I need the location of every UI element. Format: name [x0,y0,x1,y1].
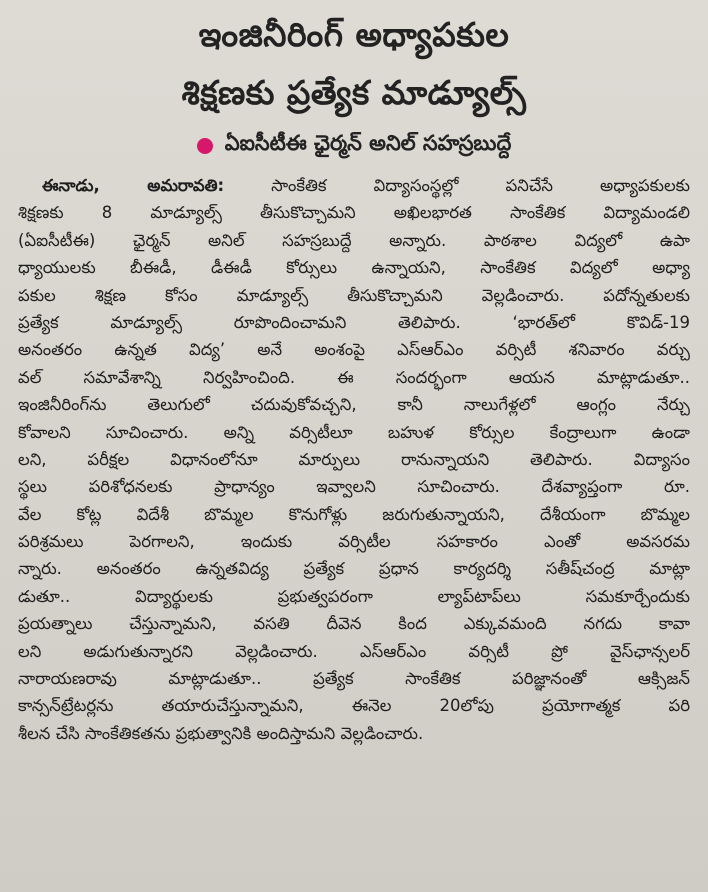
article-line: కోవాలని సూచించారు. అన్ని వర్సిటీలూ బహుళ కోర్సుల కేంద్రాలుగా ఉండా [18,422,690,442]
article-line: శిక్షణకు 8 మాడ్యూల్స్ తీసుకొచ్చామని అఖిలభారత సాంకేతిక విద్యామండలి [18,203,690,223]
headline-line-2: శిక్షణకు ప్రత్యేక మాడ్యూల్స్ [181,73,527,112]
article-line: ప్రయత్నాలు చేస్తున్నామని, వసతి దీవెన కింద ఎక్కువమంది నగదు కావా [18,614,690,634]
article-line: లని, పరీక్షల విధానంలోనూ మార్పులు రానున్నాయని తెలిపారు. విద్యాసం [18,449,690,469]
article-line: లని అడుగుతున్నారని వెల్లడించారు. ఎస్ఆర్ఎం వర్సిటీ ప్రో వైస్‌ఛాన్సలర్ [18,641,690,661]
article-line: శీలన చేసి సాంకేతికతను ప్రభుత్వానికి అందిస్తామని వెల్లడించారు. [18,723,424,743]
article-line: (ఏఐసీటీఈ) ఛైర్మన్ అనిల్ సహస్రబుద్దే అన్నారు. పాఠశాల విద్యలో ఉపా [18,230,690,250]
article-line: డుతూ.. విద్యార్థులకు ప్రభుత్వపరంగా ల్యాప్‌టాప్‌లు సమకూర్చేందుకు [18,586,690,606]
article-line: వల్ సమావేశాన్ని నిర్వహించింది. ఈ సందర్భంగా ఆయన మాట్లాడుతూ.. [18,367,690,387]
subheadline-text: ఏఐసీటీఈ ఛైర్మన్ అనిల్ సహస్రబుద్దే [224,131,512,155]
headline [18,6,690,122]
article-line: పరిశ్రమలు పెరగాలని, ఇందుకు వర్సిటీల సహకారం ఎంతో అవసరమ [18,532,690,552]
article-line: పకుల శిక్షణ కోసం మాడ్యూల్స్ తీసుకొచ్చామని వెల్లడించారు. పదోన్నతులకు [18,285,690,305]
article-line: న్నారు. అనంతరం ఉన్నతవిద్య ప్రత్యేక ప్రధాన కార్యదర్శి సతీష్‌చంద్ర మాట్లా [18,559,690,579]
article-line-text: సాంకేతిక విద్యాసంస్థల్లో పనిచేసే అధ్యాపకులకు [271,176,690,195]
subheadline [18,126,690,166]
article-line: ఇంజినీరింగ్‌ను తెలుగులో చదువుకోవచ్చని, కానీ నాలుగేళ్లలో ఆంగ్లం నేర్చు [18,395,690,415]
article-body [18,172,690,747]
article-line: ధ్యాయులకు బీఈడీ, డీఈడీ కోర్సులు ఉన్నాయని, సాంకేతిక విద్యలో అధ్యా [18,258,690,278]
bullet-dot-icon [197,138,213,154]
article-line: కాన్సన్‌ట్రేటర్లను తయారుచేస్తున్నామని, ఈనెల 20లోపు ప్రయోగాత్మక పరి [18,696,690,716]
article-line: అనంతరం ఉన్నత విద్య’ అనే అంశంపై ఎస్ఆర్ఎం వర్సిటీ శనివారం వర్చు [18,340,690,360]
dateline: ఈనాడు, అమరావతి: [42,176,225,195]
article-line: స్థలు పరిశోధనలకు ప్రాధాన్యం ఇవ్వాలని సూచించారు. దేశవ్యాప్తంగా రూ. [18,477,690,497]
article-line: ప్రత్యేక మాడ్యూల్స్ రూపొందించామని తెలిపారు. ‘భారత్‌లో కొవిడ్-19 [18,312,690,332]
article-line [18,172,690,199]
headline-line-1: ఇంజినీరింగ్ అధ్యాపకుల [198,15,510,54]
article-line: నారాయణరావు మాట్లాడుతూ.. ప్రత్యేక సాంకేతిక పరిజ్ఞానంతో ఆక్సిజన్ [18,669,690,689]
article-line: వేల కోట్ల విదేశీ బొమ్మల కొనుగోళ్లు జరుగుతున్నాయని, దేశీయంగా బొమ్మల [18,504,690,524]
